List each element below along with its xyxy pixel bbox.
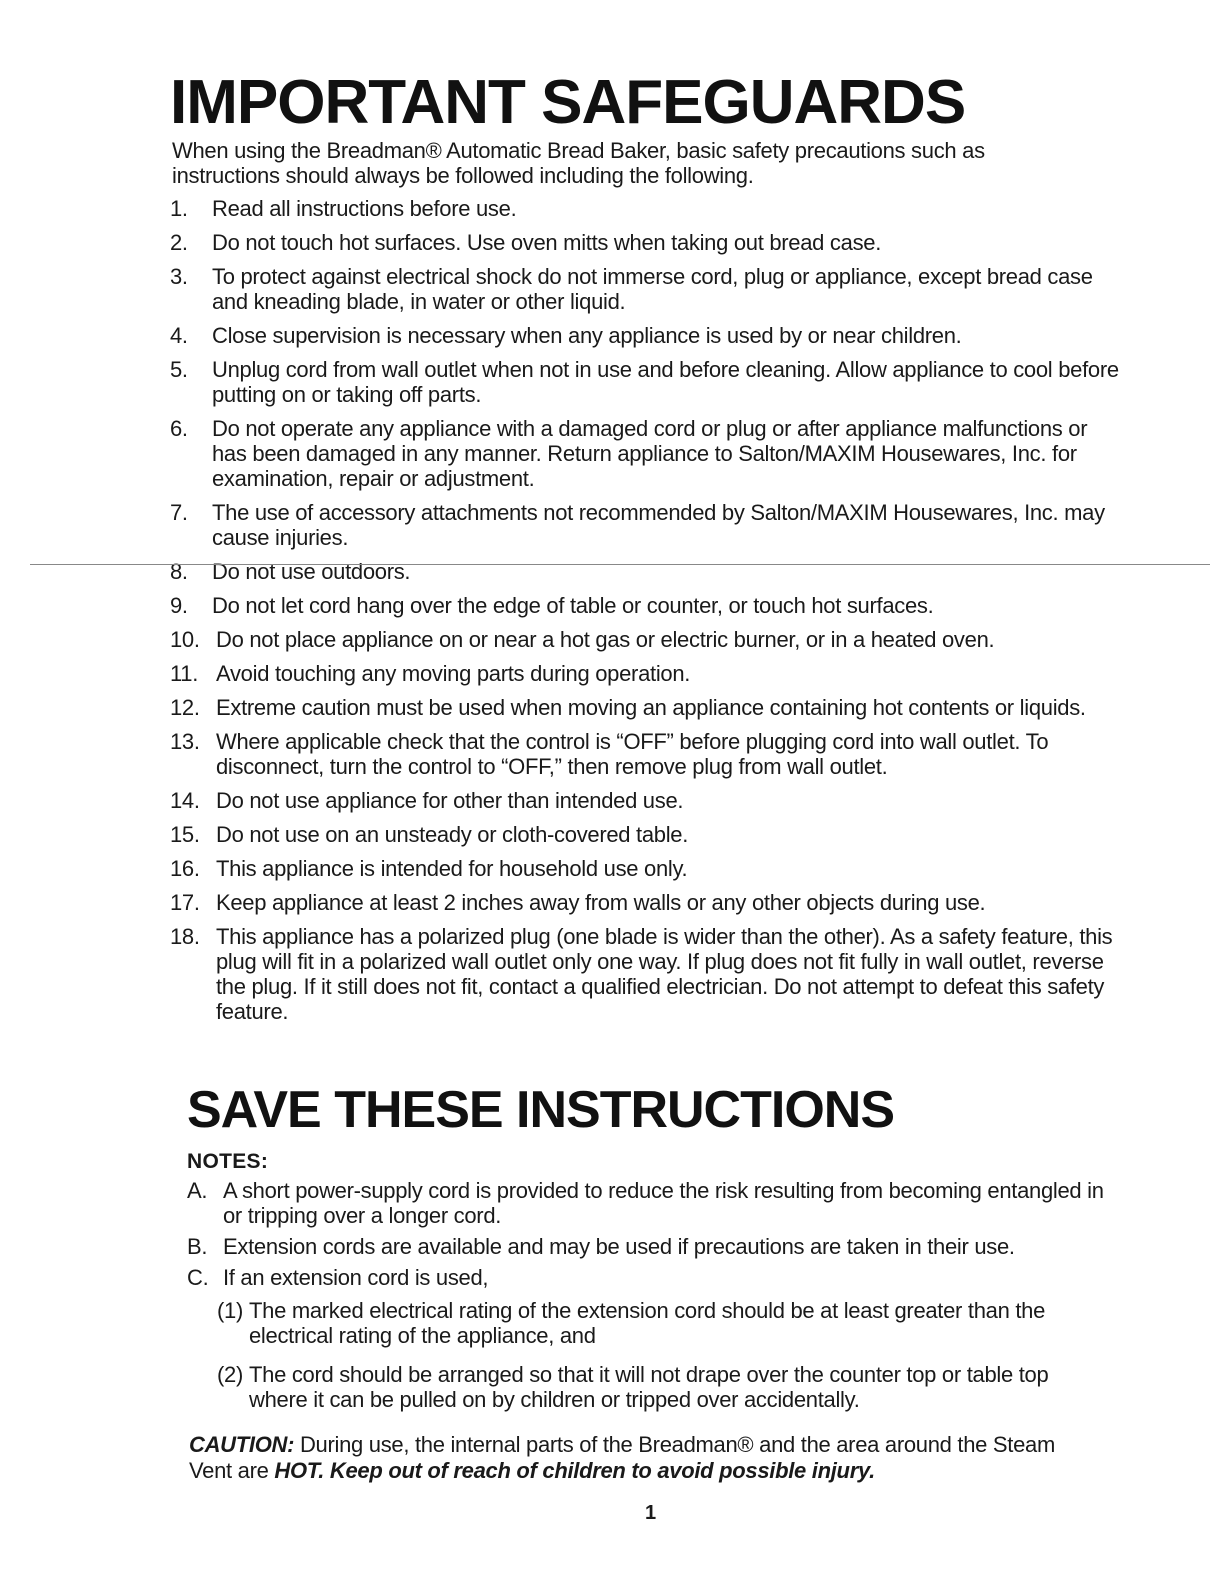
caution-label: CAUTION: xyxy=(189,1432,295,1457)
sub-notes xyxy=(217,1298,1107,1412)
item-number: 11. xyxy=(170,661,199,686)
page-title: IMPORTANT SAFEGUARDS xyxy=(170,68,966,137)
list-item xyxy=(170,323,1120,348)
item-text: To protect against electrical shock do not immerse cord, plug or appliance, except bread case and kneading blade, in water or other liquid. xyxy=(212,264,1093,314)
item-text: Avoid touching any moving parts during operation. xyxy=(216,661,691,686)
notes-list xyxy=(187,1178,1107,1426)
item-text: Where applicable check that the control is “OFF” before plugging cord into wall outlet. To disconnect, turn the control to “OFF,” then remove plug from wall outlet. xyxy=(216,729,1049,779)
item-text: Close supervision is necessary when any appliance is used by or near children. xyxy=(212,323,962,348)
item-text: Do not use appliance for other than intended use. xyxy=(216,788,684,813)
item-number: 14. xyxy=(170,788,200,813)
list-item xyxy=(170,856,1120,881)
save-instructions-heading: SAVE THESE INSTRUCTIONS xyxy=(187,1081,895,1139)
intro-paragraph: When using the Breadman® Automatic Bread Baker, basic safety precautions such as instructions should always be followed including the following. xyxy=(172,138,985,188)
item-number: 13. xyxy=(170,729,200,754)
item-text: Do not use outdoors. xyxy=(212,559,411,584)
list-item xyxy=(170,890,1120,915)
item-number: 2. xyxy=(170,230,188,255)
item-text: Keep appliance at least 2 inches away from walls or any other objects during use. xyxy=(216,890,986,915)
item-text: This appliance has a polarized plug (one blade is wider than the other). As a safety feature, this plug will fit in a polarized wall outlet only one way. If plug does not fit fully in wall outlet, reverse the plug. If it still does not fit, contact a qualified electrician. Do not attempt to defeat this safety feature. xyxy=(216,924,1113,1024)
caution-paragraph xyxy=(189,1432,1089,1484)
sub-note-text: The cord should be arranged so that it will not drape over the counter top or table top where it can be pulled on by children or tripped over accidentally. xyxy=(249,1362,1049,1412)
list-item xyxy=(187,1234,1107,1259)
list-item xyxy=(170,822,1120,847)
list-item xyxy=(170,661,1120,686)
note-text: If an extension cord is used, xyxy=(223,1265,489,1290)
item-number: 8. xyxy=(170,559,188,584)
list-item xyxy=(170,264,1120,314)
note-text: Extension cords are available and may be used if precautions are taken in their use. xyxy=(223,1234,1015,1259)
list-item xyxy=(170,416,1120,491)
item-number: 10. xyxy=(170,627,200,652)
item-number: 7. xyxy=(170,500,188,525)
list-item xyxy=(170,695,1120,720)
item-number: 16. xyxy=(170,856,200,881)
page-number: 1 xyxy=(645,1502,657,1524)
item-number: 6. xyxy=(170,416,188,441)
sub-note xyxy=(217,1298,1107,1348)
list-item xyxy=(170,357,1120,407)
item-text: Read all instructions before use. xyxy=(212,196,517,221)
list-item xyxy=(187,1265,1107,1412)
caution-text: During use, the internal parts of the Breadman® and the area around the Steam Vent are xyxy=(189,1432,1055,1483)
item-text: Unplug cord from wall outlet when not in use and before cleaning. Allow appliance to cool before putting on or taking off parts. xyxy=(212,357,1119,407)
sub-note-text: The marked electrical rating of the extension cord should be at least greater than the electrical rating of the appliance, and xyxy=(249,1298,1046,1348)
item-number: 15. xyxy=(170,822,200,847)
sub-note-number: (1) xyxy=(217,1298,243,1323)
horizontal-divider xyxy=(30,564,1210,565)
list-item xyxy=(170,500,1120,550)
caution-emphasis: HOT. Keep out of reach of children to avoid possible injury. xyxy=(274,1458,875,1483)
item-number: 17. xyxy=(170,890,200,915)
item-text: This appliance is intended for household use only. xyxy=(216,856,688,881)
safeguards-list xyxy=(170,196,1120,1033)
note-letter: C. xyxy=(187,1265,209,1290)
sub-note-number: (2) xyxy=(217,1362,243,1387)
list-item xyxy=(187,1178,1107,1228)
list-item xyxy=(170,924,1120,1024)
item-text: Do not place appliance on or near a hot gas or electric burner, or in a heated oven. xyxy=(216,627,995,652)
item-text: Do not let cord hang over the edge of table or counter, or touch hot surfaces. xyxy=(212,593,934,618)
note-letter: A. xyxy=(187,1178,208,1203)
item-number: 18. xyxy=(170,924,200,949)
list-item xyxy=(170,230,1120,255)
notes-heading: NOTES: xyxy=(187,1150,269,1173)
item-text: The use of accessory attachments not recommended by Salton/MAXIM Housewares, Inc. may cause injuries. xyxy=(212,500,1105,550)
item-number: 5. xyxy=(170,357,188,382)
sub-note xyxy=(217,1362,1107,1412)
item-number: 3. xyxy=(170,264,188,289)
list-item xyxy=(170,593,1120,618)
item-text: Do not use on an unsteady or cloth-covered table. xyxy=(216,822,689,847)
note-letter: B. xyxy=(187,1234,208,1259)
item-text: Do not operate any appliance with a damaged cord or plug or after appliance malfunctions or has been damaged in any manner. Return appliance to Salton/MAXIM Housewares, Inc. for examination, repair or adjustment. xyxy=(212,416,1088,491)
item-number: 9. xyxy=(170,593,188,618)
note-text: A short power-supply cord is provided to reduce the risk resulting from becoming entangled in or tripping over a longer cord. xyxy=(223,1178,1104,1228)
item-text: Do not touch hot surfaces. Use oven mitts when taking out bread case. xyxy=(212,230,882,255)
list-item xyxy=(170,729,1120,779)
list-item xyxy=(170,627,1120,652)
item-text: Extreme caution must be used when moving an appliance containing hot contents or liquids. xyxy=(216,695,1086,720)
item-number: 1. xyxy=(170,196,188,221)
list-item xyxy=(170,559,1120,584)
list-item xyxy=(170,788,1120,813)
list-item xyxy=(170,196,1120,221)
item-number: 4. xyxy=(170,323,188,348)
item-number: 12. xyxy=(170,695,200,720)
